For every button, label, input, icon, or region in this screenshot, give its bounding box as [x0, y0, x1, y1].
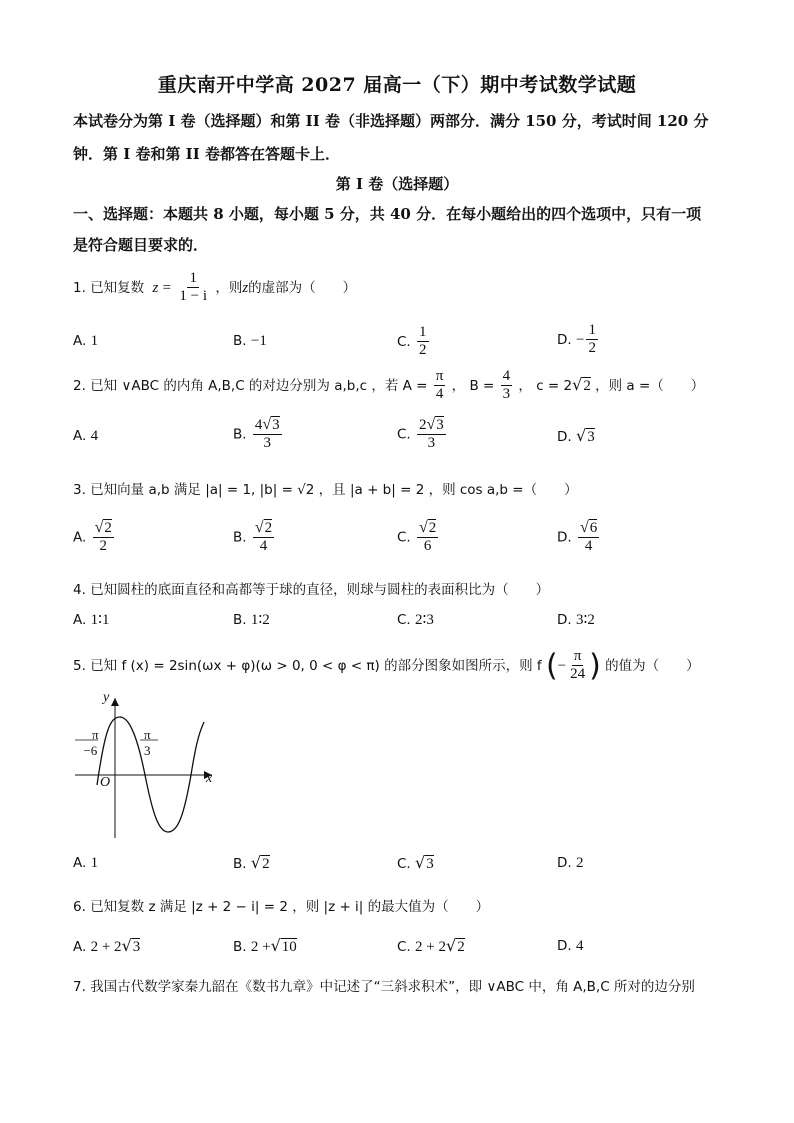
question-1: 1. 已知复数 z = $\frac{1}{1 - i}$ ，则z的虚部为（ ） — [73, 270, 357, 305]
q6-option-a[interactable]: A. 2 + 2√3 — [73, 936, 141, 955]
q1-fraction: $\frac{1}{1 - i}$ — [179, 270, 208, 305]
q4-option-b[interactable]: B. 1∶2 — [233, 612, 270, 628]
question-5: 5. 已知 f (x) = 2sin(ωx + φ)(ω > 0, 0 < φ < π) 的部分图象如图所示，则 f (− $\frac{\pi}{24}$ ) 的值为（ ） — [73, 648, 700, 684]
intro-line-2: 钟．第 I 卷和第 II 卷都答在答题卡上． — [73, 145, 340, 163]
q3-option-a[interactable]: A. $\frac{√2}{2}$ — [73, 519, 112, 555]
q6-option-b[interactable]: B. 2 +√10 — [233, 936, 297, 955]
q1-option-d[interactable]: D. − $\frac{1}{2}$ — [557, 322, 596, 357]
q4-option-a[interactable]: A. 1∶1 — [73, 612, 110, 628]
q4-option-d[interactable]: D. 3∶2 — [557, 612, 595, 628]
intro-line-1: 本试卷分为第 I 卷（选择题）和第 II 卷（非选择题）两部分．满分 150 分，考试时间 120 分 — [73, 112, 709, 130]
q6-option-c[interactable]: C. 2 + 2√2 — [397, 936, 465, 955]
part-one-line-1: 一、选择题：本题共 8 小题，每小题 5 分，共 40 分．在每小题给出的四个选项中，只有一项 — [73, 205, 702, 223]
q5-option-d[interactable]: D. 2 — [557, 855, 584, 871]
section-title: 第 I 卷（选择题） — [335, 175, 459, 193]
y-axis-arrow — [111, 698, 119, 706]
q2-option-c[interactable]: C. $\frac{2√3}{3}$ — [397, 416, 444, 452]
q2-option-d[interactable]: D. √3 — [557, 426, 595, 445]
question-7: 7. 我国古代数学家秦九韶在《数书九章》中记述了“三斜求积术”，即 ∨ABC 中，角 A,B,C 所对的边分别 — [73, 979, 695, 995]
q5-option-c[interactable]: C. √3 — [397, 853, 434, 872]
q3-option-d[interactable]: D. $\frac{√6}{4}$ — [557, 519, 598, 555]
part-one-line-2: 是符合题目要求的． — [73, 236, 209, 254]
q2-option-b[interactable]: B. $\frac{4√3}{3}$ — [233, 416, 280, 452]
q6-option-d[interactable]: D. 4 — [557, 938, 584, 954]
graph-y-label: y — [103, 690, 110, 705]
q3-option-c[interactable]: C. $\frac{√2}{6}$ — [397, 519, 437, 555]
q4-option-c[interactable]: C. 2∶3 — [397, 612, 434, 628]
question-6: 6. 已知复数 z 满足 |z + 2 − i| = 2 ，则 |z + i| 的最大值为（ ） — [73, 899, 490, 915]
graph-x-label: x — [206, 771, 213, 786]
question-3: 3. 已知向量 a,b 满足 |a| = 1, |b| = √2 ，且 |a + b| = 2 ，则 cos a,b =（ ） — [73, 482, 578, 498]
q5-sine-graph — [70, 690, 220, 840]
q1-option-a[interactable]: A. 1 — [73, 333, 99, 349]
question-2: 2. 已知 ∨ABC 的内角 A,B,C 的对边分别为 a,b,c ，若 A = $\frac{\pi}{4}$ ， B = $\frac{4}{3}$ ， c = 2√2 ，则 a =（ ） — [73, 368, 705, 403]
graph-left-tick-label: π −6 — [83, 727, 99, 758]
q1-option-b[interactable]: B. −1 — [233, 333, 267, 349]
q5-option-a[interactable]: A. 1 — [73, 855, 99, 871]
q1-option-c[interactable]: C. $\frac{1}{2}$ — [397, 324, 427, 359]
q3-option-b[interactable]: B. $\frac{√2}{4}$ — [233, 519, 273, 555]
q5-option-b[interactable]: B. √2 — [233, 853, 270, 872]
graph-origin-label: O — [100, 775, 111, 790]
page-title: 重庆南开中学高 2027 届高一（下）期中考试数学试题 — [157, 74, 637, 96]
q2-option-a[interactable]: A. 4 — [73, 428, 99, 444]
graph-right-tick-label: π 3 — [144, 727, 151, 758]
question-4: 4. 已知圆柱的底面直径和高都等于球的直径，则球与圆柱的表面积比为（ ） — [73, 582, 550, 598]
